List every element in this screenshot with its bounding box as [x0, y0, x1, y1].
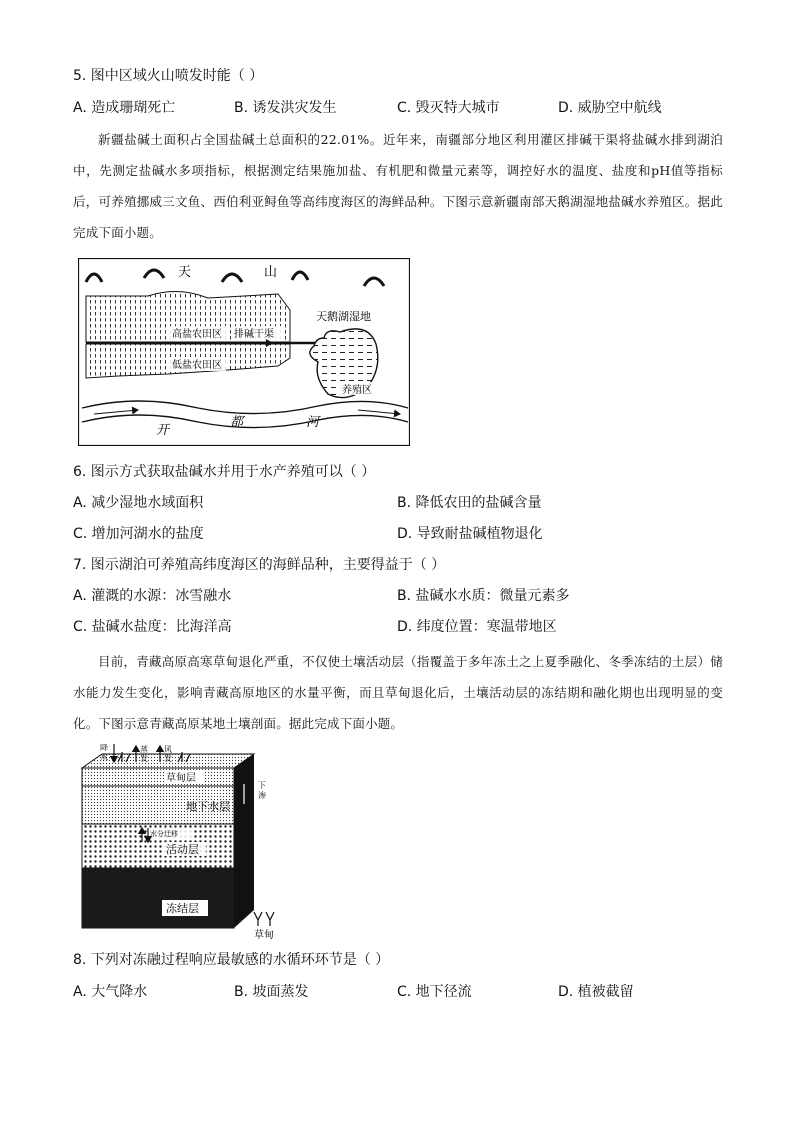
q7-option-b: B. 盐碱水水质：微量元素多	[397, 588, 570, 604]
label-wind-2: 发	[164, 754, 172, 763]
label-groundwater-layer: 地下水层	[186, 800, 230, 813]
label-frozen-layer: 冻结层	[166, 902, 199, 915]
label-precip-2: 水	[100, 753, 108, 762]
q7-option-d: D. 纬度位置：寒温带地区	[397, 619, 557, 635]
passage-saline-aquaculture: 新疆盐碱土面积占全国盐碱土总面积的22.01%。近年来，南疆部分地区利用灌区排碱干渠将盐碱水排到湖泊中，先测定盐碱水多项指标，根据测定结果施加盐、有机肥和微量元素等，调控好水的温度、盐度和pH值等指标后，可养殖挪威三文鱼、西伯利亚鲟鱼等高纬度海区的海鲜品种。下图示意新疆南部天鹅湖湿地盐碱水养殖区。据此完成下面小题。	[73, 132, 723, 240]
label-precip-1: 降	[100, 744, 108, 752]
meadow-legend-icon	[254, 912, 274, 926]
q6-stem: 6. 图示方式获取盐碱水并用于水产养殖可以（ ）	[73, 464, 376, 480]
label-low-salt-field: 低盐农田区	[172, 360, 222, 371]
label-meadow-layer: 草甸层	[166, 773, 196, 784]
legend-meadow: 草甸	[254, 930, 274, 940]
label-seepage-2: 渗	[258, 791, 266, 800]
label-evap-2: 发	[140, 754, 148, 763]
q7-stem: 7. 图示湖泊可养殖高纬度海区的海鲜品种，主要得益于（ ）	[73, 557, 446, 573]
label-water-migration: 水分迁移	[150, 830, 178, 838]
passage-alpine-meadow: 目前，青藏高原高寒草甸退化严重，不仅使土壤活动层（指覆盖于多年冻土之上夏季融化、冬季冻结的土层）储水能力发生变化，影响青藏高原地区的水量平衡，而且草甸退化后，土壤活动层的冻结期和融化期也出现明显的变化。下图示意青藏高原某地土壤剖面。据此完成下面小题。	[73, 654, 723, 731]
q5-option-a: A. 造成珊瑚死亡	[73, 100, 176, 116]
label-swan-lake-wetland: 天鹅湖湿地	[316, 310, 371, 323]
q6-option-b: B. 降低农田的盐碱含量	[397, 495, 542, 511]
label-shan: 山	[264, 265, 278, 280]
figure-soil-profile	[78, 744, 298, 940]
q5-option-c: C. 毁灭特大城市	[397, 100, 500, 116]
q8-option-b: B. 坡面蒸发	[234, 984, 309, 1000]
q5-stem: 5. 图中区域火山喷发时能（ ）	[73, 68, 264, 84]
label-active-layer: 活动层	[166, 843, 199, 856]
q8-option-d: D. 植被截留	[558, 984, 634, 1000]
label-seepage-1: 下	[258, 781, 266, 790]
q6-option-c: C. 增加河湖水的盐度	[73, 526, 204, 542]
q7-option-a: A. 灌溉的水源：冰雪融水	[73, 588, 232, 604]
label-du: 都	[230, 415, 244, 430]
label-high-salt-field: 高盐农田区	[172, 329, 222, 340]
q8-option-c: C. 地下径流	[397, 984, 472, 1000]
q6-option-d: D. 导致耐盐碱植物退化	[397, 526, 543, 542]
q5-option-b: B. 诱发洪灾发生	[234, 100, 337, 116]
q8-option-a: A. 大气降水	[73, 984, 148, 1000]
q6-option-a: A. 减少湿地水域面积	[73, 495, 204, 511]
q7-option-c: C. 盐碱水盐度：比海洋高	[73, 619, 232, 635]
q8-stem: 8. 下列对冻融过程响应最敏感的水循环环节是（ ）	[73, 952, 390, 968]
figure-swan-lake-map	[78, 258, 410, 446]
label-wind-1: 风	[164, 745, 172, 754]
label-aquaculture-area: 养殖区	[342, 385, 372, 396]
label-he: 河	[306, 415, 320, 430]
label-tian: 天	[178, 265, 192, 280]
label-kai: 开	[156, 423, 170, 438]
q5-option-d: D. 威胁空中航线	[558, 100, 662, 116]
label-drainage-canal: 排碱干渠	[234, 329, 274, 340]
label-evap-1: 蒸	[140, 745, 148, 754]
